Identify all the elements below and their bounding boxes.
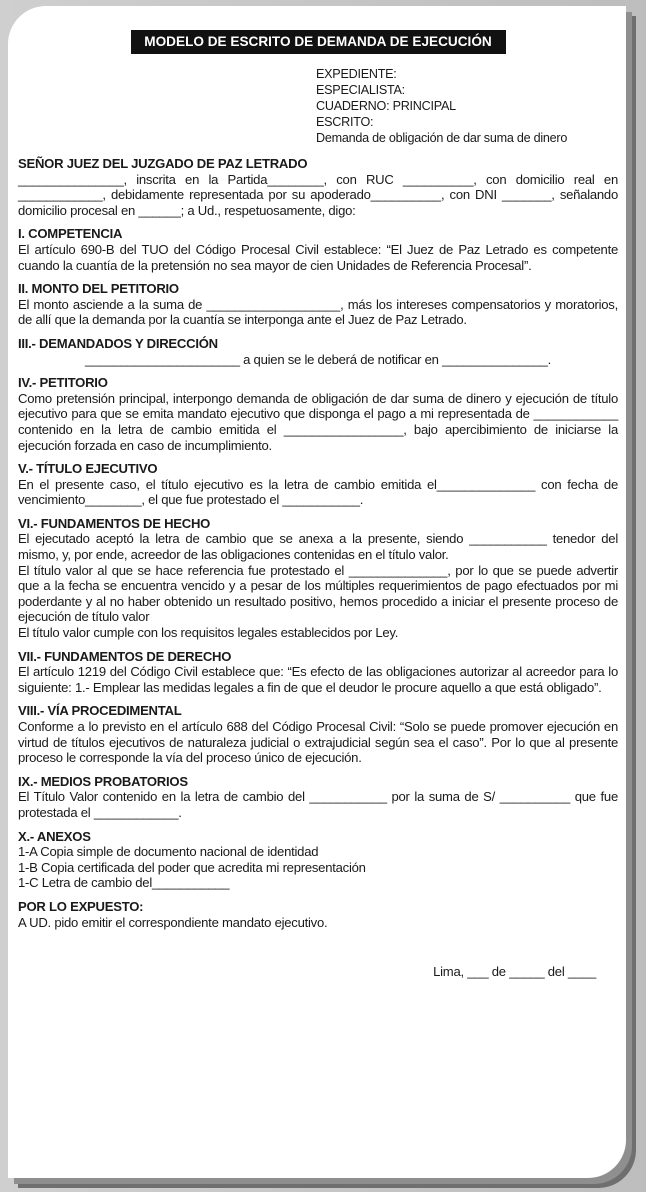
section-paragraph: ______________________ a quien se le deberá de notificar en _______________. [85, 351, 551, 367]
list-item: 1-C Letra de cambio del___________ [18, 875, 230, 891]
section-paragraph: En el presente caso, el título ejecutivo es la letra de cambio emitida el______________ con fecha de vencimiento________, el que fue protestado el ___________. [18, 476, 618, 508]
intro-paragraph: _______________, inscrita en la Partida________, con RUC __________, con domicilio real en ____________, debidamente representada por su apoderado__________, con DNI _______, señalando domicilio procesal en ______; a Ud., respetuosamente, digo: [18, 171, 618, 218]
section-paragraph: El artículo 690-B del TUO del Código Procesal Civil establece: “El Juez de Paz Letrado es competente cuando la cuantía de la pretensión no sea mayor de cien Unidades de Referencia Procesal”. [18, 241, 618, 273]
section-heading: VII.- FUNDAMENTOS DE DERECHO [18, 648, 232, 664]
meta-line: ESCRITO: [316, 115, 374, 129]
section-heading: IX.- MEDIOS PROBATORIOS [18, 773, 188, 789]
section-paragraph: El título valor al que se hace referencia fue protestado el ______________, por lo que se puede advertir que a la fecha se encuentra vencido y a pesar de los múltiples requerimientos de pago efectuados por mi poderdante y al no haber obtenido un resultado positivo, hemos procedido a iniciar el presente proceso de ejecución de título valor [18, 562, 618, 625]
addressee: SEÑOR JUEZ DEL JUZGADO DE PAZ LETRADO [18, 156, 308, 171]
list-item: 1-A Copia simple de documento nacional de identidad [18, 844, 319, 860]
meta-line: EXPEDIENTE: [316, 67, 397, 81]
section-heading: III.- DEMANDADOS Y DIRECCIÓN [18, 335, 218, 351]
section-heading: VIII.- VÍA PROCEDIMENTAL [18, 703, 182, 719]
meta-line: Demanda de obligación de dar suma de dinero [316, 131, 568, 145]
section-heading: II. MONTO DEL PETITORIO [18, 281, 179, 297]
section-paragraph: Conforme a lo previsto en el artículo 688 del Código Procesal Civil: “Solo se puede promover ejecución en virtud de títulos ejecutivos de naturaleza judicial o extrajudicial según sea el caso”. Por lo que al presente proceso le corresponde la vía del proceso único de ejecución. [18, 719, 618, 766]
place-date-line: Lima, ___ de _____ del ____ [433, 964, 596, 980]
section-paragraph: El Título Valor contenido en la letra de cambio del ___________ por la suma de S/ __________ que fue protestada el ____________. [18, 789, 618, 820]
document-card [8, 6, 626, 1178]
document-title: MODELO DE ESCRITO DE DEMANDA DE EJECUCIÓN [131, 30, 506, 54]
section-heading: IV.- PETITORIO [18, 375, 108, 391]
section-paragraph: El monto asciende a la suma de ___________________, más los intereses compensatorios y moratorios, de allí que la demanda por la cuantía se interponga ante el Juez de Paz Letrado. [18, 296, 618, 328]
section-paragraph: Como pretensión principal, interpongo demanda de obligación de dar suma de dinero y ejecución de título ejecutivo para que se emita mandato ejecutivo que disponga el pago a mi representada de ____________ contenido en la letra de cambio emitida el _________________, bajo apercibimiento de iniciarse la ejecución forzada en caso de incumplimiento. [18, 390, 618, 453]
list-item: 1-B Copia certificada del poder que acredita mi representación [18, 859, 366, 875]
section-heading: V.- TÍTULO EJECUTIVO [18, 461, 158, 477]
document-body [18, 30, 618, 980]
section-heading: X.- ANEXOS [18, 828, 91, 844]
meta-line: CUADERNO: PRINCIPAL [316, 99, 456, 113]
section-paragraph: El ejecutado aceptó la letra de cambio que se anexa a la presente, siendo ___________ tenedor del mismo, y, por ende, acreedor de las obligaciones contenidas en el título valor. [18, 531, 618, 563]
section-heading: POR LO EXPUESTO: [18, 898, 144, 914]
section-paragraph: A UD. pido emitir el correspondiente mandato ejecutivo. [18, 914, 328, 930]
meta-line: ESPECIALISTA: [316, 83, 405, 97]
section-paragraph: El artículo 1219 del Código Civil establece que: “Es efecto de las obligaciones autorizar al acreedor para lo siguiente: 1.- Emplear las medidas legales a fin de que el deudor le procure aquello a que está obligado”. [18, 664, 618, 695]
section-heading: VI.- FUNDAMENTOS DE HECHO [18, 515, 211, 531]
section-paragraph: El título valor cumple con los requisitos legales establecidos por Ley. [18, 625, 399, 641]
case-metadata [316, 66, 618, 146]
section-heading: I. COMPETENCIA [18, 226, 123, 242]
